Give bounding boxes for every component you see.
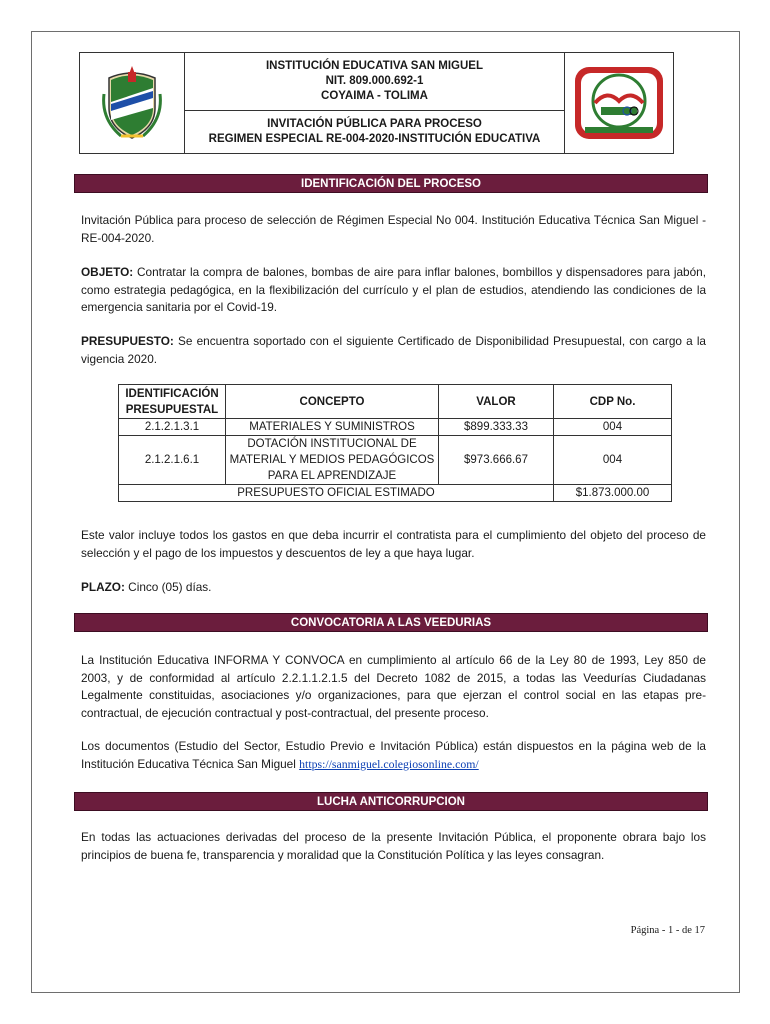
objeto-paragraph	[81, 264, 706, 317]
section-anticorrupcion-header: LUCHA ANTICORRUPCION	[74, 792, 708, 811]
website-link[interactable]: https://sanmiguel.colegiosonline.com/	[299, 756, 479, 771]
document-page	[31, 31, 740, 993]
objeto-text: Contratar la compra de balones, bombas de aire para inflar balones, bombillos y dispensadores para jabón, como estrategia pedagógica, en la flexibilización del currículo y el plan de estudios, atendiendo las condiciones de la emergencia sanitaria por el Covid-19.	[81, 265, 706, 314]
section-identificacion-header: IDENTIFICACIÓN DEL PROCESO	[74, 174, 708, 193]
institution-seal-icon	[564, 53, 673, 153]
row-cdp: 004	[554, 436, 672, 485]
header-identificacion: IDENTIFICACIÓN PRESUPUESTAL	[119, 385, 226, 419]
budget-table	[118, 384, 672, 502]
presupuesto-label: PRESUPUESTO:	[81, 334, 174, 348]
document-title: INVITACIÓN PÚBLICA PARA PROCESO	[267, 118, 482, 130]
table-total-row	[119, 485, 672, 502]
document-subtitle: REGIMEN ESPECIAL RE-004-2020-INSTITUCIÓN EDUCATIVA	[208, 133, 541, 145]
total-value: $1.873.000.00	[554, 485, 672, 502]
row-valor: $973.666.67	[439, 436, 554, 485]
intro-paragraph: Invitación Pública para proceso de selección de Régimen Especial No 004. Institución Educativa Técnica San Miguel - RE-004-2020.	[81, 213, 706, 245]
header-cdp: CDP No.	[554, 385, 672, 419]
row-concepto: MATERIALES Y SUMINISTROS	[226, 419, 439, 436]
row-valor: $899.333.33	[439, 419, 554, 436]
convoca-paragraph: La Institución Educativa INFORMA Y CONVOCA en cumplimiento al artículo 66 de la Ley 80 de 1993, Ley 850 de 2003, y de conformidad al artículo 2.2.1.1.2.1.5 del Decreto 1082 de 2015, a todas las Veedurías Ciudadanas Legalmente constituidas, asociaciones y/o organizaciones, para que ejerzan el control social en las etapas pre-contractual, de ejecución contractual y post-contractual, del presente proceso.	[81, 653, 706, 720]
document-header	[79, 52, 674, 154]
documentos-text: Los documentos (Estudio del Sector, Estudio Previo e Invitación Pública) están dispuestos en la página web de la Institución Educativa Técnica San Miguel	[81, 739, 706, 771]
row-cdp: 004	[554, 419, 672, 436]
documentos-paragraph	[81, 738, 706, 773]
valor-note-paragraph: Este valor incluye todos los gastos en que deba incurrir el contratista para el cumplimiento del objeto del proceso de selección y el pago de los impuestos y descuentos de ley a que haya lugar.	[81, 528, 706, 560]
institution-name: INSTITUCIÓN EDUCATIVA SAN MIGUEL	[265, 60, 483, 72]
plazo-paragraph	[81, 579, 706, 597]
institution-nit: NIT. 809.000.692-1	[325, 75, 424, 87]
institution-location: COYAIMA - TOLIMA	[321, 90, 428, 102]
table-row	[119, 436, 672, 485]
page-number: Página - 1 - de 17	[630, 925, 705, 936]
section-veedurias-header: CONVOCATORIA A LAS VEEDURIAS	[74, 613, 708, 632]
anticorrupcion-paragraph: En todas las actuaciones derivadas del proceso de la presente Invitación Pública, el proponente obrara bajo los principios de buena fe, transparencia y moralidad que la Constitución Política y las leyes consagran.	[81, 830, 706, 862]
objeto-label: OBJETO:	[81, 265, 134, 279]
presupuesto-text: Se encuentra soportado con el siguiente Certificado de Disponibilidad Presupuestal, con cargo a la vigencia 2020.	[81, 334, 706, 366]
plazo-text: Cinco (05) días.	[124, 580, 212, 594]
shield-crest-icon	[80, 53, 185, 153]
table-row	[119, 419, 672, 436]
header-valor: VALOR	[439, 385, 554, 419]
plazo-label: PLAZO:	[81, 580, 125, 594]
row-id: 2.1.2.1.6.1	[119, 436, 226, 485]
row-id: 2.1.2.1.3.1	[119, 419, 226, 436]
header-concepto: CONCEPTO	[226, 385, 439, 419]
total-label: PRESUPUESTO OFICIAL ESTIMADO	[119, 485, 554, 502]
row-concepto: DOTACIÓN INSTITUCIONAL DE MATERIAL Y MEDIOS PEDAGÓGICOS PARA EL APRENDIZAJE	[226, 436, 439, 485]
presupuesto-paragraph	[81, 333, 706, 368]
